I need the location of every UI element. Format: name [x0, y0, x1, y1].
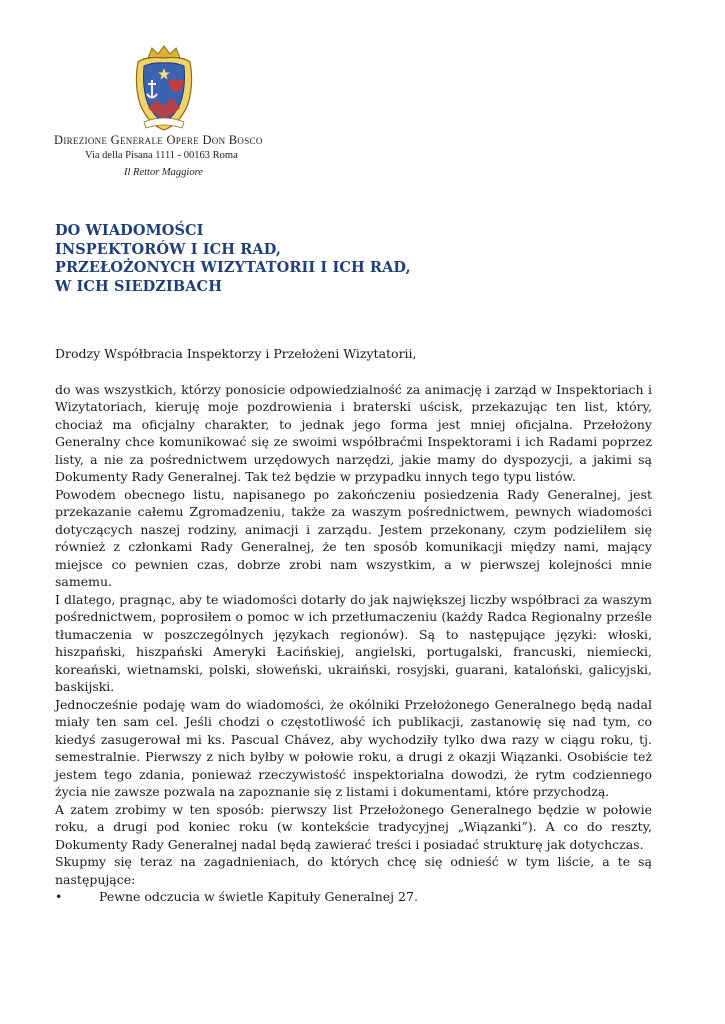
list-item-text: Pewne odczucia w świetle Kapituły Generalnej 27.	[99, 889, 418, 904]
addressee-block	[55, 222, 411, 296]
organization-address: Via della Pisana 1111 - 00163 Roma	[85, 150, 238, 161]
paragraph: do was wszystkich, którzy ponosicie odpowiedzialność za animację i zarząd w Inspektoriach i Wizytatoriach, kieruję moje pozdrowienia i braterski uścisk, przekazując ten list, który, chociaż ma oficjalny charakter, to jednak jego forma jest mniej oficjalna. Przełożony Generalny chce komunikować się ze swoimi współbraćmi Inspektorami i ich Radami poprzez listy, a nie za pośrednictwem urzędowych narzędzi, jakie mamy do dyspozycji, a jakimi są Dokumenty Rady Generalnej. Tak też będzie w przypadku innych tego typu listów.	[55, 381, 652, 484]
addressee-line: DO WIADOMOŚCI	[55, 222, 204, 239]
salesian-crest-icon	[130, 44, 198, 132]
organization-name: Direzione Generale Opere Don Bosco	[54, 133, 263, 147]
salutation: Drodzy Współbracia Inspektorzy i Przełożeni Wizytatorii,	[55, 346, 417, 361]
sender-role: Il Rettor Maggiore	[124, 167, 203, 178]
paragraph: Powodem obecnego listu, napisanego po zakończeniu posiedzenia Rady Generalnej, jest przekazanie całemu Zgromadzeniu, także za waszym pośrednictwem, pewnych wiadomości dotyczących naszej rodziny, animacji i zarządu. Jestem przekonany, czym podzieliłem się również z członkami Rady Generalnej, że ten sposób komunikacji między nami, mający miejsce co pewnien czas, dobrze zrobi nam wszystkim, a w pierwszej kolejności mnie samemu.	[55, 486, 652, 589]
paragraph: I dlatego, pragnąc, aby te wiadomości dotarły do jak największej liczby współbraci za waszym pośrednictwem, poprosiłem o pomoc w ich przetłumaczeniu (każdy Radca Regionalny prześle tłumaczenia w poszczególnych językach regionów). Są to następujące języki: włoski, hiszpański, hiszpański Ameryki Łacińskiej, angielski, portugalski, francuski, niemiecki, koreański, wietnamski, polski, słoweński, ukraiński, rosyjski, guarani, kataloński, galicyjski, baskijski.	[55, 591, 652, 694]
addressee-line: INSPEKTORÓW I ICH RAD,	[55, 240, 282, 258]
addressee-line: W ICH SIEDZIBACH	[55, 277, 222, 295]
list-item	[55, 888, 652, 906]
letter-body	[55, 345, 652, 906]
addressee-line: PRZEŁOŻONYCH WIZYTATORII I ICH RAD,	[55, 259, 411, 276]
paragraph: Jednocześnie podaję wam do wiadomości, że okólniki Przełożonego Generalnego będą nadal miały ten sam cel. Jeśli chodzi o częstotliwość ich publikacji, zastanowię się nad tym, co kiedyś zasugerował mi ks. Pascual Chávez, aby wychodziły tylko dwa razy w ciągu roku, tj. semestralnie. Pierwszy z nich byłby w połowie roku, a drugi z okazji Wiązanki. Osobiście też jestem tego zdania, ponieważ rzeczywistość inspektorialna dowodzi, że rytm codziennego życia nie zawsze pozwala na zapoznanie się z listami i dokumentami, które przychodzą.	[55, 696, 652, 799]
paragraph: Skupmy się teraz na zagadnieniach, do których chcę się odnieść w tym liście, a te są następujące:	[55, 854, 652, 887]
paragraph: A zatem zrobimy w ten sposób: pierwszy list Przełożonego Generalnego będzie w połowie roku, a drugi pod koniec roku (w kontekście tradycyjnej „Wiązanki”). A co do reszty, Dokumenty Rady Generalnej nadal będą zawierać treści i posiadać strukturę jak dotychczas.	[55, 801, 652, 852]
bullet-icon: •	[55, 889, 63, 904]
